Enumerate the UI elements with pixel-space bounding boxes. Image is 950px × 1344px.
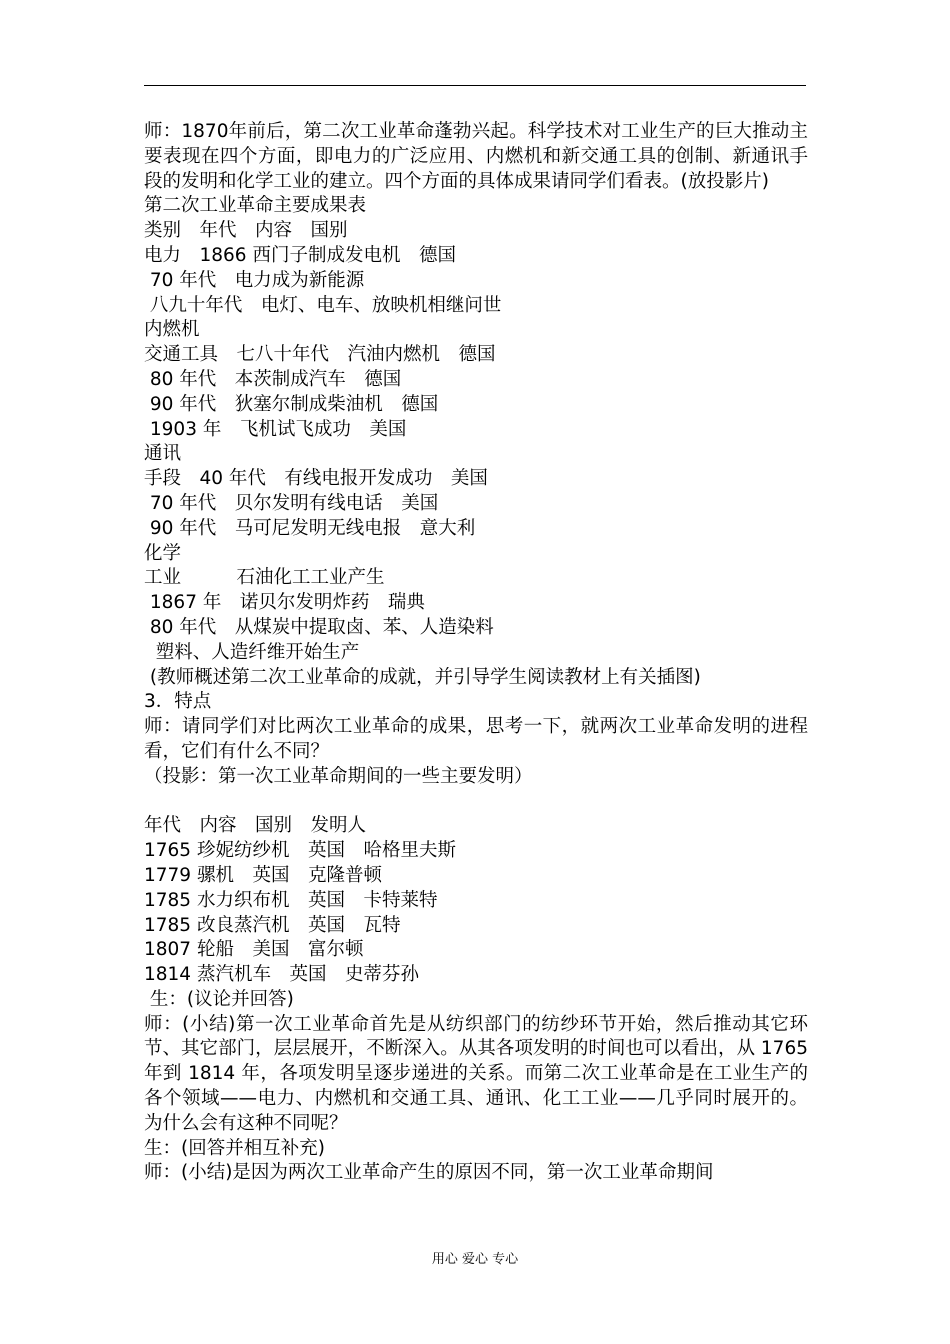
text-line: 工业 石油化工工业产生 xyxy=(144,567,385,589)
text-line: 化学 xyxy=(144,542,182,564)
paragraph: 师：请同学们对比两次工业革命的成果，思考一下，就两次工业革命发明的进程看，它们有什么不同？ xyxy=(144,716,808,762)
text-line: 内燃机 xyxy=(144,319,200,341)
text-line: 电力 1866 西门子制成发电机 德国 xyxy=(144,244,456,266)
text-line: 1785 改良蒸汽机 英国 瓦特 xyxy=(144,914,401,936)
text-line: 手段 40 年代 有线电报开发成功 美国 xyxy=(144,468,488,490)
paragraph: 师：(小结)是因为两次工业革命产生的原因不同，第一次工业革命期间 xyxy=(144,1162,714,1184)
text-line: 类别 年代 内容 国别 xyxy=(144,220,348,242)
text-line: 年代 内容 国别 发明人 xyxy=(144,815,367,837)
paragraph: 师：(小结)第一次工业革命首先是从纺织部门的纺纱环节开始，然后推动其它环节、其它部门，层层展开，不断深入。从其各项发明的时间也可以看出，从 1765 年到 1814 年，各项发明呈逐步递进的关系。而第二次工业革命是在工业生产的各个领域——电力、内燃机和交通工具、通讯、化工工业——几乎同时展开的。为什么会有这种不同呢？ xyxy=(144,1013,808,1134)
text-line: 生：(回答并相互补充) xyxy=(144,1137,325,1159)
paragraph: 师：1870年前后，第二次工业革命蓬勃兴起。科学技术对工业生产的巨大推动主要表现在四个方面，即电力的广泛应用、内燃机和新交通工具的创制、新通讯手段的发明和化学工业的建立。四个方面的具体成果请同学们看表。(放投影片) xyxy=(144,121,808,192)
text-line: 塑料、人造纤维开始生产 xyxy=(144,641,360,663)
text-line: 1814 蒸汽机车 英国 史蒂芬孙 xyxy=(144,964,419,986)
document-body xyxy=(144,120,808,1186)
text-line: 70 年代 电力成为新能源 xyxy=(144,269,365,291)
text-line: (教师概述第二次工业革命的成就，并引导学生阅读教材上有关插图) xyxy=(144,666,701,688)
text-line: 生：(议论并回答) xyxy=(144,988,294,1010)
text-line: （投影：第一次工业革命期间的一些主要发明） xyxy=(144,765,533,787)
text-line: 1867 年 诺贝尔发明炸药 瑞典 xyxy=(144,592,425,614)
text-line: 1785 水力织布机 英国 卡特莱特 xyxy=(144,889,438,911)
page-footer: 用心 爱心 专心 xyxy=(431,1252,519,1267)
text-line: 3．特点 xyxy=(144,691,212,713)
text-line: 交通工具 七八十年代 汽油内燃机 德国 xyxy=(144,344,496,366)
text-line: 90 年代 马可尼发明无线电报 意大利 xyxy=(144,517,476,539)
text-line: 1903 年 飞机试飞成功 美国 xyxy=(144,418,407,440)
text-line: 通讯 xyxy=(144,443,182,465)
text-line: 80 年代 从煤炭中提取卤、苯、人造染料 xyxy=(144,616,494,638)
text-line: 80 年代 本茨制成汽车 德国 xyxy=(144,368,402,390)
text-line: 1779 骡机 英国 克隆普顿 xyxy=(144,864,382,886)
text-line: 90 年代 狄塞尔制成柴油机 德国 xyxy=(144,393,439,415)
blank-line xyxy=(144,790,808,815)
text-line: 八九十年代 电灯、电车、放映机相继问世 xyxy=(144,294,502,316)
text-line: 第二次工业革命主要成果表 xyxy=(144,195,367,217)
text-line: 1807 轮船 美国 富尔顿 xyxy=(144,939,364,961)
text-line: 1765 珍妮纺纱机 英国 哈格里夫斯 xyxy=(144,840,456,862)
header-rule xyxy=(144,85,806,86)
text-line: 70 年代 贝尔发明有线电话 美国 xyxy=(144,492,439,514)
